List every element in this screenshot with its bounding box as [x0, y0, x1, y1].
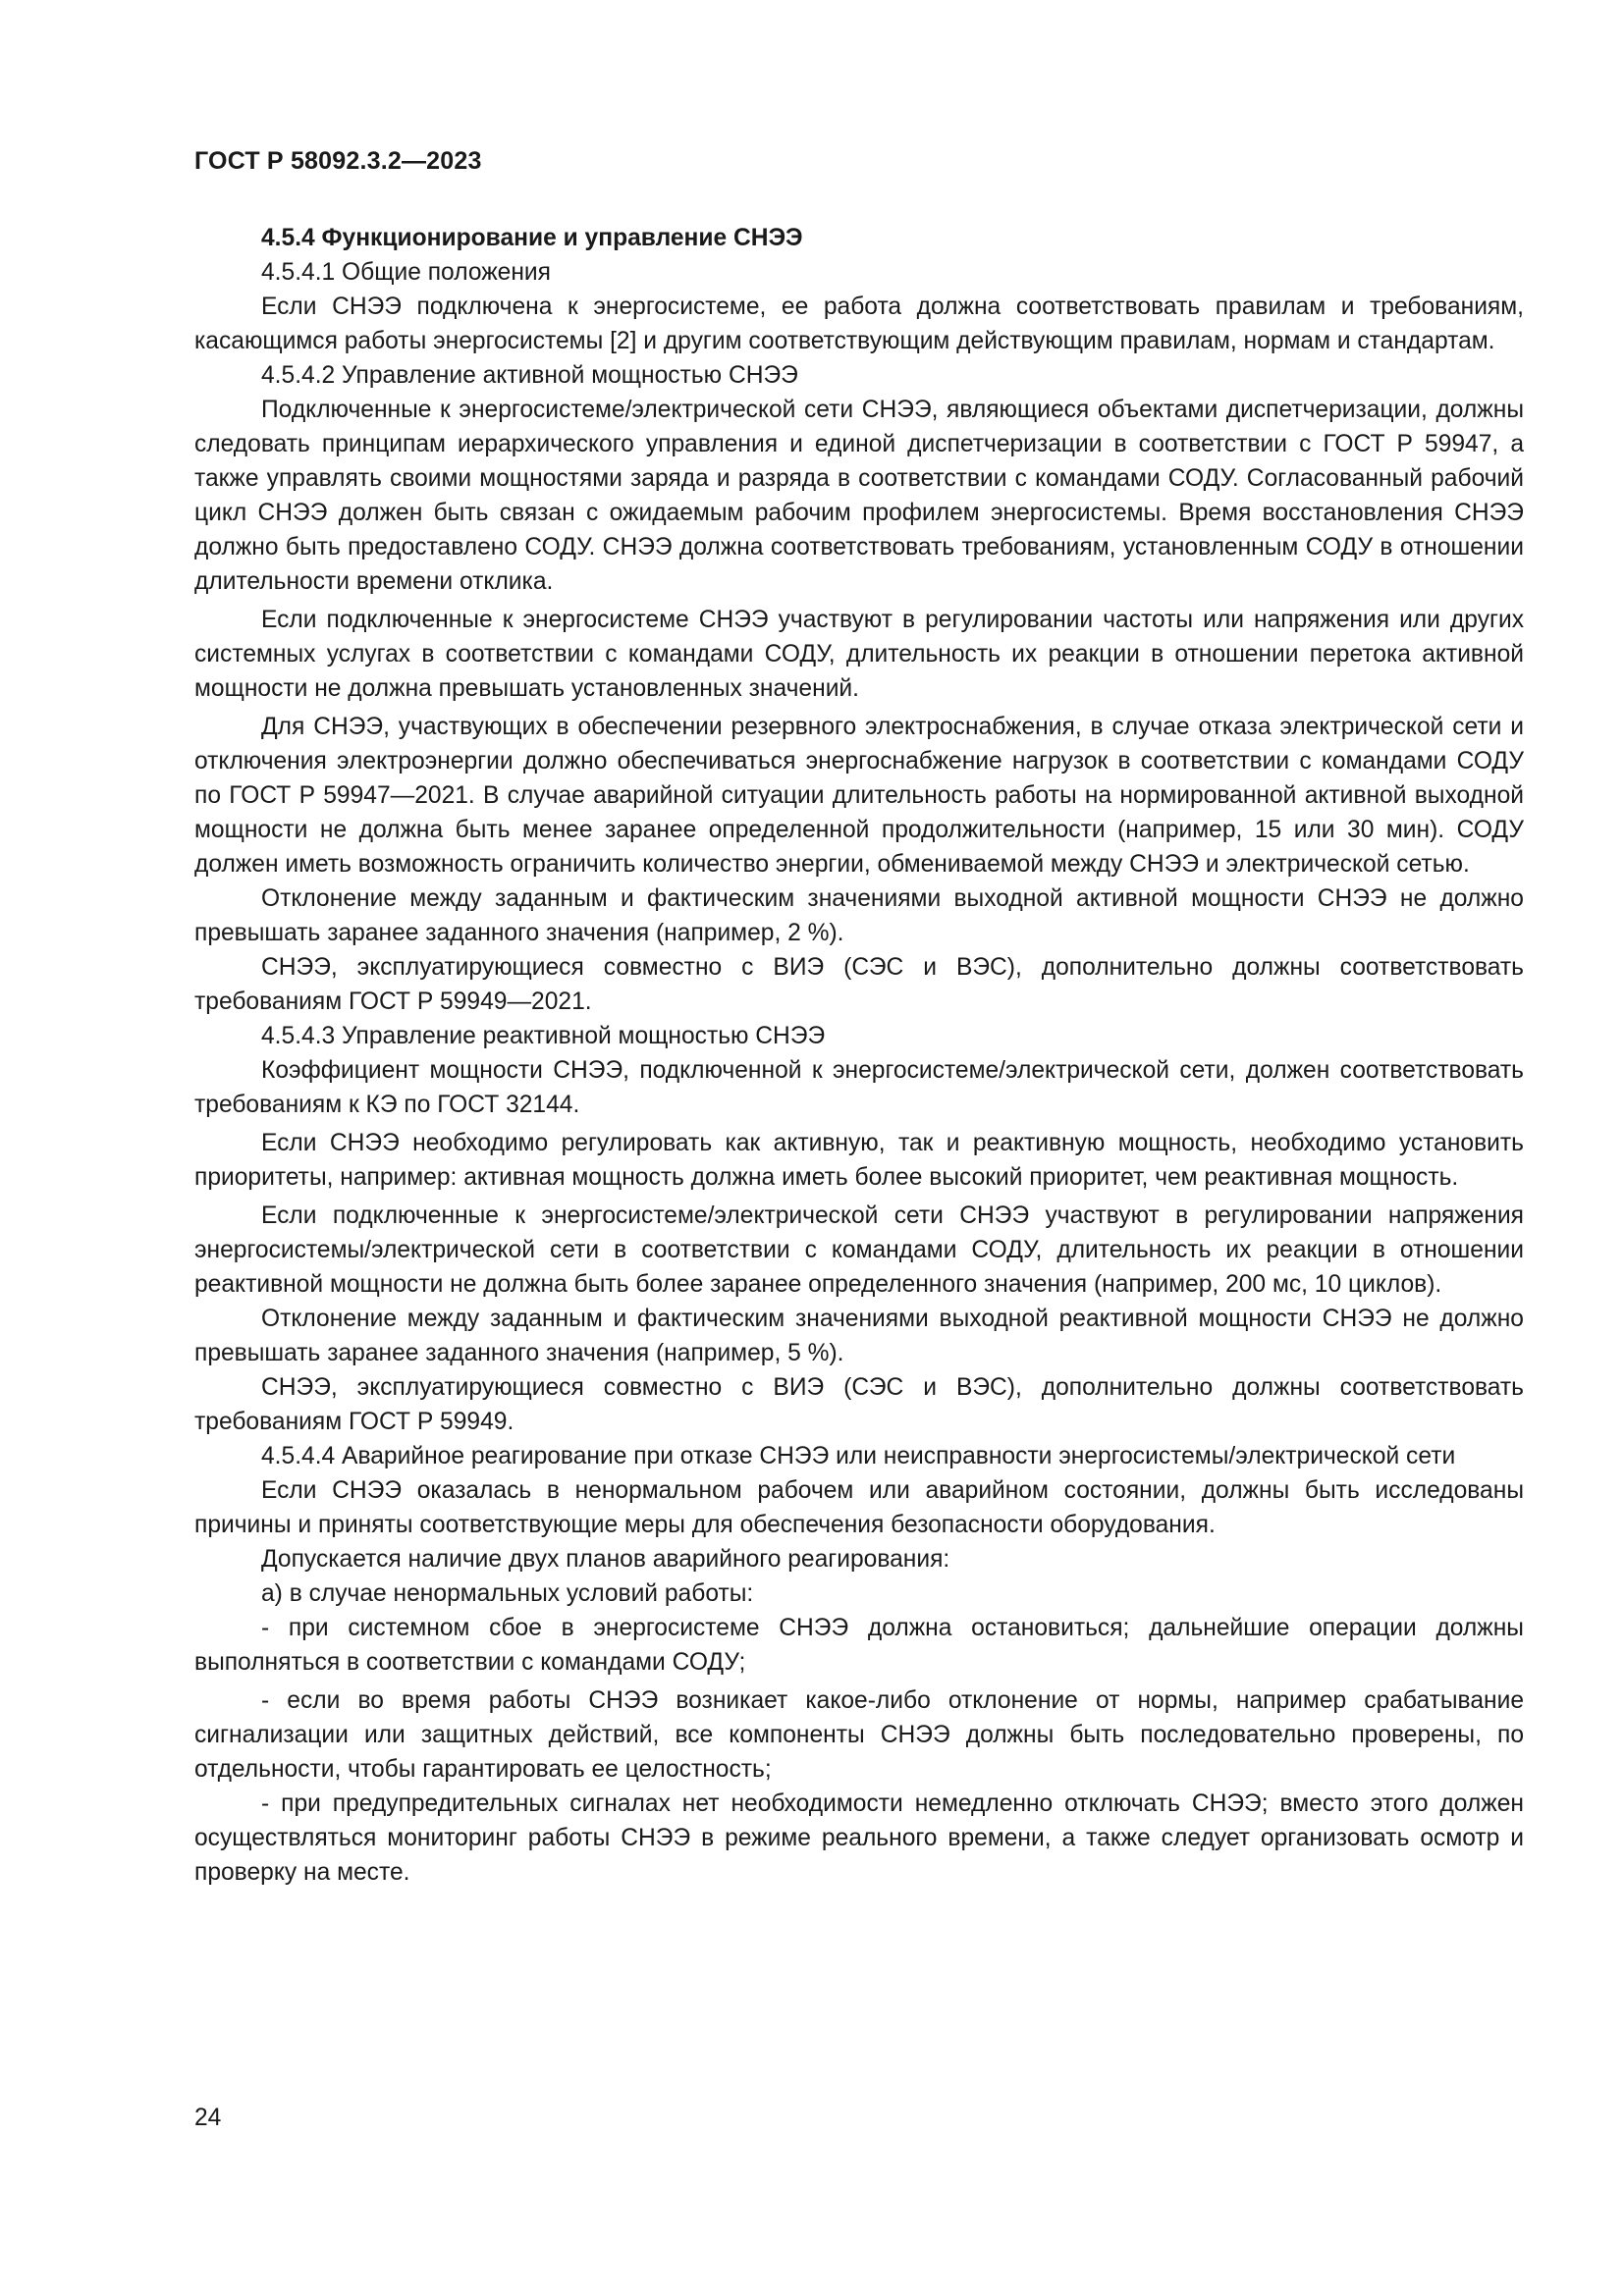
paragraph: Для СНЭЭ, участвующих в обеспечении резервного электроснабжения, в случае отказа электрической сети и отключения электроэнергии должно обеспечиваться энергоснабжение нагрузок в соответствии с командами СОДУ по ГОСТ Р 59947—2021. В случае аварийной ситуации длительность работы на нормированной активной выходной мощности не должна быть менее заранее определенной продолжительности (например, 15 или 30 мин). СОДУ должен иметь возможность ограничить количество энергии, обмениваемой между СНЭЭ и электрической сетью.: [194, 714, 1524, 878]
subsection-heading: 4.5.4.2 Управление активной мощностью СНЭЭ: [261, 362, 798, 389]
list-item: а) в случае ненормальных условий работы:: [261, 1580, 754, 1607]
section-heading: 4.5.4 Функционирование и управление СНЭЭ: [261, 225, 803, 251]
paragraph: Допускается наличие двух планов аварийного реагирования:: [261, 1546, 950, 1573]
paragraph: Если СНЭЭ необходимо регулировать как активную, так и реактивную мощность, необходимо установить приоритеты, например: активная мощность должна иметь более высокий приоритет, чем реактивная мощность.: [194, 1130, 1524, 1191]
list-item: - если во время работы СНЭЭ возникает какое-либо отклонение от нормы, например срабатывание сигнализации или защитных действий, все компоненты СНЭЭ должны быть последовательно проверены, по отдельности, чтобы гарантировать ее целостность;: [194, 1687, 1524, 1783]
document-header: ГОСТ Р 58092.3.2—2023: [194, 147, 482, 175]
paragraph: Отклонение между заданным и фактическим значениями выходной реактивной мощности СНЭЭ не должно превышать заранее заданного значения (например, 5 %).: [194, 1306, 1524, 1366]
paragraph: Коэффициент мощности СНЭЭ, подключенной к энергосистеме/электрической сети, должен соответствовать требованиям к КЭ по ГОСТ 32144.: [194, 1057, 1524, 1118]
paragraph: Если СНЭЭ подключена к энергосистеме, ее работа должна соответствовать правилам и требованиям, касающимся работы энергосистемы [2] и другим соответствующим действующим правилам, нормам и стандартам.: [194, 294, 1524, 354]
paragraph: Если подключенные к энергосистеме СНЭЭ участвуют в регулировании частоты или напряжения или других системных услугах в соответствии с командами СОДУ, длительность их реакции в отношении перетока активной мощности не должна превышать установленных значений.: [194, 607, 1524, 702]
subsection-heading: 4.5.4.1 Общие положения: [261, 259, 551, 286]
list-item: - при предупредительных сигналах нет необходимости немедленно отключать СНЭЭ; вместо этого должен осуществляться мониторинг работы СНЭЭ в режиме реального времени, а также следует организовать осмотр и проверку на месте.: [194, 1790, 1524, 1886]
list-item: - при системном сбое в энергосистеме СНЭЭ должна остановиться; дальнейшие операции должны выполняться в соответствии с командами СОДУ;: [194, 1615, 1524, 1676]
subsection-heading: 4.5.4.4 Аварийное реагирование при отказе СНЭЭ или неисправности энергосистемы/электрической сети: [261, 1443, 1456, 1469]
paragraph: Отклонение между заданным и фактическим значениями выходной активной мощности СНЭЭ не должно превышать заранее заданного значения (например, 2 %).: [194, 885, 1524, 946]
paragraph: Если СНЭЭ оказалась в ненормальном рабочем или аварийном состоянии, должны быть исследованы причины и приняты соответствующие меры для обеспечения безопасности оборудования.: [194, 1477, 1524, 1538]
paragraph: Если подключенные к энергосистеме/электрической сети СНЭЭ участвуют в регулировании напряжения энергосистемы/электрической сети в соответствии с командами СОДУ, длительность их реакции в отношении реактивной мощности не должна быть более заранее определенного значения (например, 200 мс, 10 циклов).: [194, 1202, 1524, 1298]
page-number: 24: [194, 2105, 222, 2131]
subsection-heading: 4.5.4.3 Управление реактивной мощностью СНЭЭ: [261, 1023, 826, 1049]
paragraph: Подключенные к энергосистеме/электрической сети СНЭЭ, являющиеся объектами диспетчеризации, должны следовать принципам иерархического управления и единой диспетчеризации в соответствии с ГОСТ Р 59947, а также управлять своими мощностями заряда и разряда в соответствии с командами СОДУ. Согласованный рабочий цикл СНЭЭ должен быть связан с ожидаемым рабочим профилем энергосистемы. Время восстановления СНЭЭ должно быть предоставлено СОДУ. СНЭЭ должна соответствовать требованиям, установленным СОДУ в отношении длительности времени отклика.: [194, 397, 1524, 595]
paragraph: СНЭЭ, эксплуатирующиеся совместно с ВИЭ (СЭС и ВЭС), дополнительно должны соответствовать требованиям ГОСТ Р 59949.: [194, 1374, 1524, 1435]
paragraph: СНЭЭ, эксплуатирующиеся совместно с ВИЭ (СЭС и ВЭС), дополнительно должны соответствовать требованиям ГОСТ Р 59949—2021.: [194, 954, 1524, 1015]
document-body: [194, 221, 1524, 1890]
